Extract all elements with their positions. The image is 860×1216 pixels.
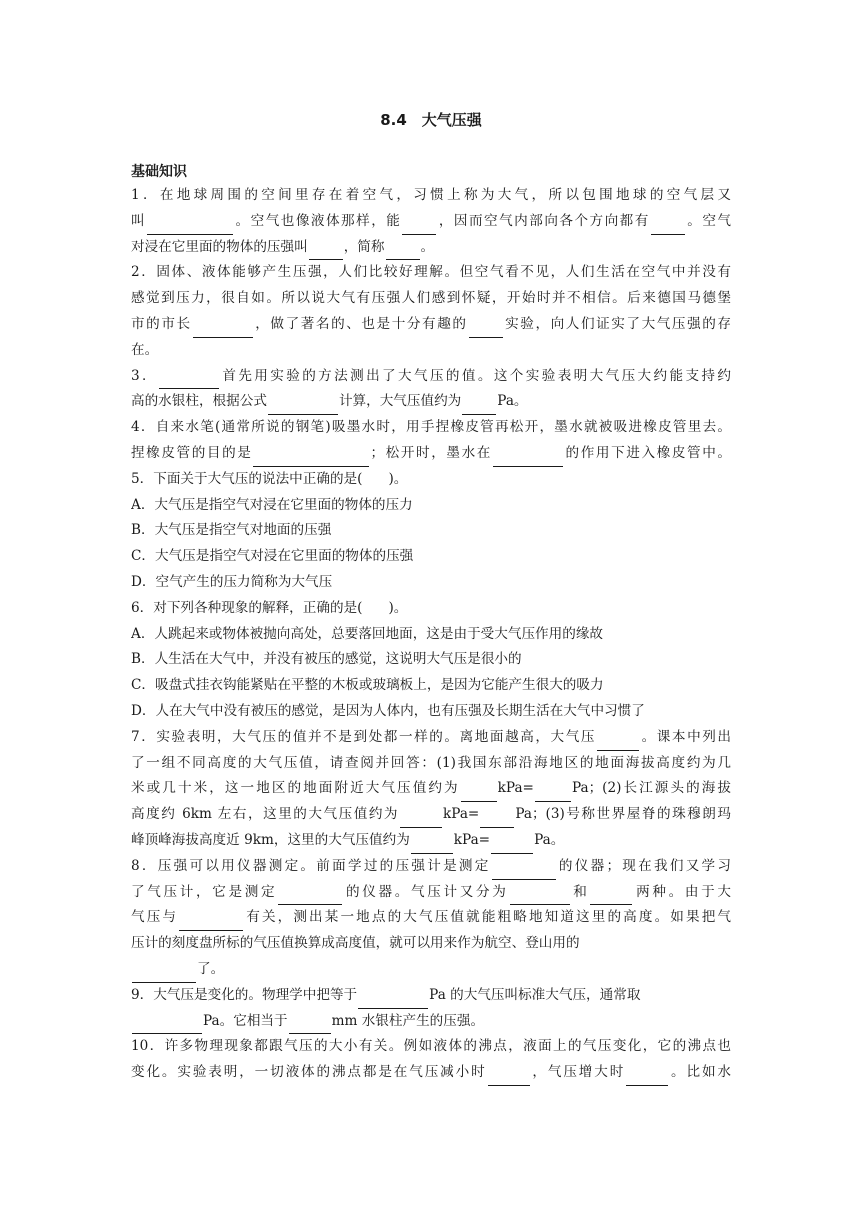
q3-line-2: 高的水银柱，根据公式 计算，大气压值约为 Pa。: [131, 389, 731, 415]
answer-blank[interactable]: [626, 1066, 668, 1086]
answer-blank[interactable]: [411, 834, 453, 854]
answer-blank[interactable]: [400, 808, 442, 828]
q7-line-1: 7．实验表明，大气压的值并不是到处都一样的。离地面越高，大气压 。课本中列出: [131, 725, 731, 751]
q2-line-1: 2．固体、液体能够产生压强，人们比较好理解。但空气看不见，人们生活在空气中并没有: [131, 264, 731, 281]
q6-option-a: A．人跳起来或物体被抛向高处，总要落回地面，这是由于受大气压作用的缘故: [131, 625, 604, 642]
q7-line-5: 峰顶峰海拔高度近 9km，这里的大气压值约为 kPa= Pa。: [131, 828, 731, 854]
answer-blank[interactable]: [268, 395, 338, 415]
q5-stem: 5．下面关于大气压的说法中正确的是( )。: [131, 470, 408, 487]
answer-blank[interactable]: [488, 1066, 530, 1086]
q3-line-1: 3． 首先用实验的方法测出了大气压的值。这个实验表明大气压大约能支持约: [131, 364, 731, 390]
answer-blank[interactable]: [492, 860, 556, 880]
answer-blank[interactable]: [491, 834, 533, 854]
q6-option-d: D．人在大气中没有被压的感觉，是因为人体内，也有压强及长期生活在大气中习惯了: [131, 702, 645, 719]
q9-line-1: 9．大气压是变化的。物理学中把等于 Pa 的大气压叫标准大气压，通常取: [131, 983, 731, 1009]
section-heading: 基础知识: [131, 164, 187, 180]
answer-blank[interactable]: [132, 963, 196, 983]
answer-blank[interactable]: [535, 782, 571, 802]
answer-blank[interactable]: [402, 215, 436, 235]
question-list: [131, 183, 731, 1086]
q5-option-b: B．大气压是指空气对地面的压强: [131, 522, 332, 539]
q4-line-1: 4．自来水笔(通常所说的钢笔)吸墨水时，用手捏橡皮管再松开，墨水就被吸进橡皮管里去。: [131, 419, 731, 436]
q4-line-2: 捏橡皮管的目的是 ；松开时，墨水在 的作用下进入橡皮管中。: [131, 441, 731, 467]
page-title: 8.4 大气压强: [380, 111, 482, 129]
answer-blank[interactable]: [480, 808, 514, 828]
q10-line-2: 变化。实验表明，一切液体的沸点都是在气压减小时 ，气压增大时 。比如水: [131, 1060, 731, 1086]
answer-blank[interactable]: [147, 215, 233, 235]
q5-option-a: A．大气压是指空气对浸在它里面的物体的压力: [131, 496, 413, 513]
q8-line-4: 压计的刻度盘所标的气压值换算成高度值，就可以用来作为航空、登山用的: [131, 935, 580, 952]
q2-line-3: 市的市长 ，做了著名的、也是十分有趣的 实验，向人们证实了大气压强的存: [131, 312, 731, 338]
q7-line-2: 了一组不同高度的大气压值，请查阅并回答：(1)我国东部沿海地区的地面海拔高度约为几: [131, 754, 731, 771]
q10-line-1: 10．许多物理现象都跟气压的大小有关。例如液体的沸点，液面上的气压变化，它的沸点也: [131, 1038, 731, 1055]
q5-option-c: C．大气压是指空气对浸在它里面的物体的压强: [131, 548, 414, 565]
q1-line-3: 对浸在它里面的物体的压强叫 ，简称 。: [131, 235, 731, 261]
answer-blank[interactable]: [193, 318, 253, 338]
answer-blank[interactable]: [179, 911, 243, 931]
answer-blank[interactable]: [651, 215, 685, 235]
q7-line-4: 高度约 6km 左右，这里的大气压值约为 kPa= Pa；(3)号称世界屋脊的珠穆朗玛: [131, 802, 731, 828]
answer-blank[interactable]: [386, 240, 420, 260]
answer-blank[interactable]: [493, 447, 563, 467]
answer-blank[interactable]: [253, 447, 369, 467]
answer-blank[interactable]: [358, 989, 428, 1009]
q8-line-1: 8．压强可以用仪器测定。前面学过的压强计是测定 的仪器；现在我们又学习: [131, 854, 731, 880]
q1-line-1: 1．在地球周围的空间里存在着空气，习惯上称为大气，所以包围地球的空气层又: [131, 187, 731, 203]
q5-option-d: D．空气产生的压力简称为大气压: [131, 573, 333, 590]
q6-option-c: C．吸盘式挂衣钩能紧贴在平整的木板或玻璃板上，是因为它能产生很大的吸力: [131, 677, 604, 694]
answer-blank[interactable]: [462, 395, 496, 415]
q9-line-2: Pa。它相当于 mm 水银柱产生的压强。: [131, 1009, 731, 1035]
q7-line-3: 米或几十米，这一地区的地面附近大气压值约为 kPa= Pa；(2)长江源头的海拔: [131, 776, 731, 802]
answer-blank[interactable]: [289, 1014, 331, 1034]
answer-blank[interactable]: [159, 369, 219, 389]
answer-blank[interactable]: [309, 240, 343, 260]
q8-line-3: 气压与 有关，测出某一地点的大气压值就能粗略地知道这里的高度。如果把气: [131, 905, 731, 931]
q2-line-4: 在。: [131, 341, 159, 358]
answer-blank[interactable]: [590, 885, 632, 905]
answer-blank[interactable]: [132, 1014, 202, 1034]
answer-blank[interactable]: [597, 731, 639, 751]
answer-blank[interactable]: [510, 885, 570, 905]
q6-option-b: B．人生活在大气中，并没有被压的感觉，这说明大气压是很小的: [131, 651, 522, 668]
q8-line-2: 了气压计，它是测定 的仪器。气压计又分为 和 两种。由于大: [131, 880, 731, 906]
q8-line-5: 了。: [131, 957, 731, 983]
q6-stem: 6．对下列各种现象的解释，正确的是( )。: [131, 599, 408, 616]
q2-line-2: 感觉到压力，很自如。所以说大气有压强人们感到怀疑，开始时并不相信。后来德国马德堡: [131, 290, 731, 307]
answer-blank[interactable]: [278, 885, 342, 905]
answer-blank[interactable]: [461, 782, 497, 802]
q1-line-2: 叫 。空气也像液体那样，能 ，因而空气内部向各个方向都有 。空气: [131, 209, 731, 235]
answer-blank[interactable]: [469, 318, 503, 338]
